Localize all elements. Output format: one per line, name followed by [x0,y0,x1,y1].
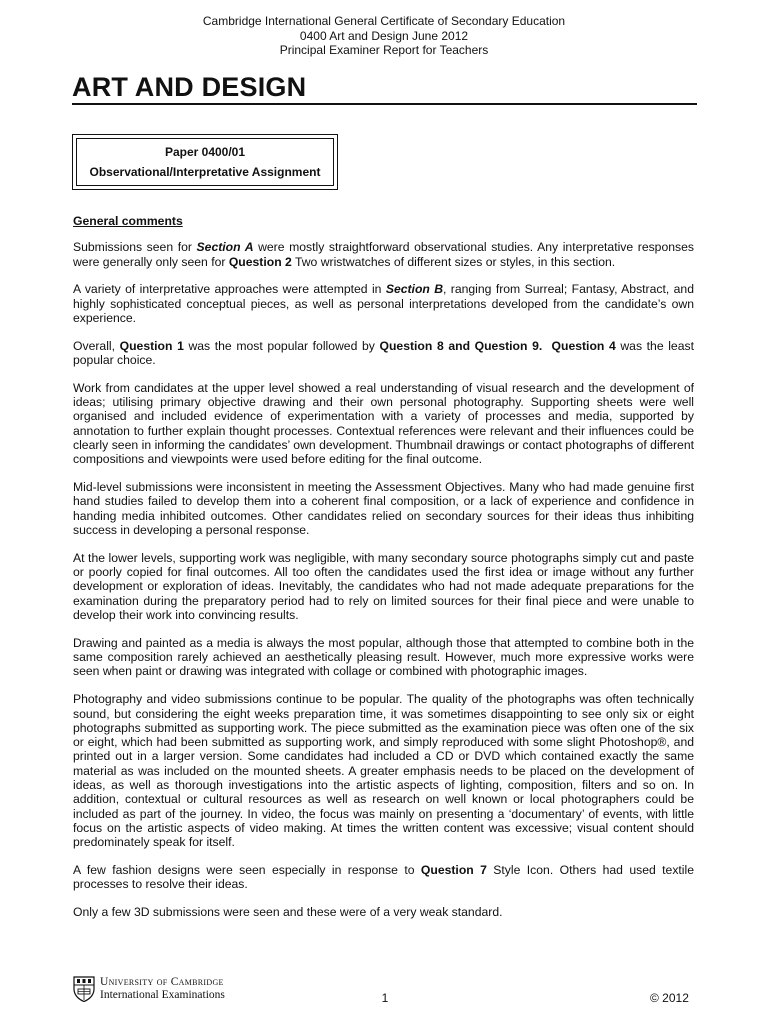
paper-code: Paper 0400/01 [164,145,246,159]
logo-exams: International Examinations [100,988,225,1001]
header-line-1: Cambridge International General Certificate of Secondary Education [202,14,566,28]
paragraph-3: Overall, Question 1 was the most popular followed by Question 8 and Question 9. Question 4 was the least popular choice. [73,338,694,368]
paper-title: Observational/Interpretative Assignment [89,165,321,179]
paragraph-2: A variety of interpretative approaches were attempted in Section B, ranging from Surreal; Fantasy, Abstract, and highly sophisticated conceptual pieces, as well as personal interpretations developed from the candidate’s own experience. [73,282,694,325]
section-heading: General comments [73,214,183,228]
header-line-2: 0400 Art and Design June 2012 [299,28,469,43]
paragraph-7: Drawing and painted as a media is always the most popular, although those that attempted to combine both in the same composition rarely achieved an aesthetically pleasing result. However, much more expressive works were seen when paint or drawing was integrated with collage or combined with photographic images. [73,635,694,679]
paragraph-9: A few fashion designs were seen especially in response to Question 7 Style Icon. Others had used textile processes to resolve their ideas. [73,862,694,892]
document-title: ART AND DESIGN [72,72,307,102]
paragraph-1: Submissions seen for Section A were mostly straightforward observational studies. Any interpretative responses were generally only seen for Question 2 Two wristwatches of different sizes or styles, in this section. [73,240,694,269]
page-number: 1 [381,991,389,1005]
page-header [0,14,768,58]
paragraph-6: At the lower levels, supporting work was negligible, with many secondary source photographs simply cut and paste or poorly copied for final outcomes. All too often the candidates used the first idea or image without any further development or exploration of ideas. Inevitably, the candidates who had not made adequate preparations for the examination during the preparatory period had to rely on limited sources for their final piece and were unable to develop their work into convincing results. [73,550,694,623]
title-underline [72,103,697,105]
paragraph-5: Mid-level submissions were inconsistent in meeting the Assessment Objectives. Many who had made genuine first hand studies failed to develop them into a coherent final composition, or a lack of experience and confidence in handing media inhibited outcomes. Other candidates relied on secondary sources for their ideas thus inhibiting success in developing a personal response. [73,480,694,538]
crest-icon [73,976,95,1002]
paragraph-8: Photography and video submissions continue to be popular. The quality of the photographs was often technically sound, but considering the eight weeks preparation time, it was sometimes disappointing to see only six or eight photographs submitted as supporting work. The piece submitted as the examination piece was often one of the six or eight, which had been submitted as supporting work, and simply reproduced with some slight Photoshop®, and printed out in a larger version. Some candidates had included a CD or DVD which contained exactly the same material as was included on the mounted sheets. A greater emphasis needs to be placed on the development of ideas, as well as thorough investigations into the artistic aspects of lighting, composition, filters and so on. In addition, contextual or cultural resources as well as research on well known or local photographers could be included as part of the journey. In video, the focus was mainly on presenting a ‘documentary’ of events, with little focus on the artistic aspects of video making. At times the written content was excessive; visual content should predominately speak for itself. [73,692,694,850]
header-line-3: Principal Examiner Report for Teachers [279,43,489,57]
report-body [73,214,694,933]
copyright: © 2012 [650,991,689,1005]
logo-university: University of Cambridge [100,976,224,988]
paragraph-4: Work from candidates at the upper level showed a real understanding of visual research and the development of ideas; utilising primary objective drawing and their own personal photography. Supporting sheets were well organised and included evidence of experimentation with a variety of processes and media, supported by annotation to further explain thought processes. Contextual references were relevant and their influences could be clearly seen in informing the candidates’ own development. Thumbnail drawings or contact photographs of different compositions and viewpoints were used before editing for the final outcome. [73,380,694,467]
paragraph-10: Only a few 3D submissions were seen and these were of a very weak standard. [73,905,503,920]
paper-box [72,134,338,190]
